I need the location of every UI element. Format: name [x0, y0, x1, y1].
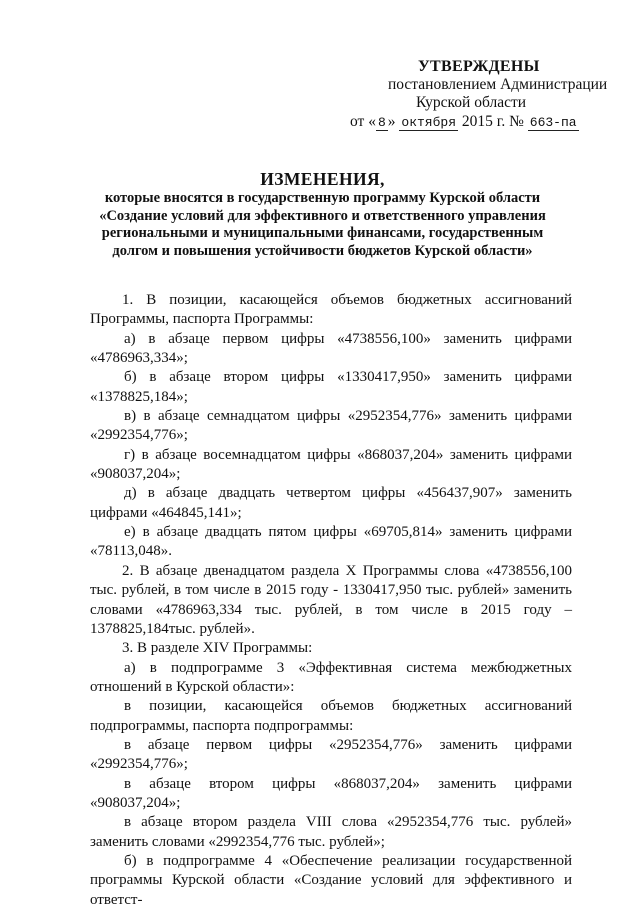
heading-line: которые вносятся в государственную программу Курской области [104, 190, 541, 206]
decree-number: 663-па [529, 115, 577, 130]
paragraph: в) в абзаце семнадцатом цифры «2952354,776» заменить цифрами «2992354,776»; [90, 408, 572, 444]
paragraph: в абзаце втором цифры «868037,204» заменить цифрами «908037,204»; [90, 775, 572, 811]
paragraph: г) в абзаце восемнадцатом цифры «868037,204» заменить цифрами «908037,204»; [90, 446, 572, 483]
heading-line: «Создание условий для эффективного и ответственного управления [99, 207, 546, 224]
paragraph: в позиции, касающейся объемов бюджетных ассигнований подпрограммы, паспорта подпрограммы: [90, 698, 572, 734]
paragraph: 3. В разделе XIV Программы: [122, 640, 313, 657]
approval-line-1: постановлением Администрации [388, 76, 608, 93]
approval-line-2: Курской области [416, 94, 527, 111]
paragraph: д) в абзаце двадцать четвертом цифры «456437,907» заменить цифрами «464845,141»; [90, 485, 572, 521]
date-day: 8 [377, 115, 386, 130]
paragraph: е) в абзаце двадцать пятом цифры «69705,814» заменить цифрами «78113,048». [90, 524, 572, 560]
document-body [90, 291, 572, 910]
date-month: октября [401, 115, 456, 130]
approval-title: УТВЕРЖДЕНЫ [418, 58, 540, 75]
date-year: 2015 г. № [461, 113, 524, 130]
paragraph: 2. В абзаце двенадцатом раздела X Программы слова «4738556,100 тыс. рублей, в том числе в 2015 году - 1330417,950 тыс. рублей» заменить словами «4786963,334 тыс. рублей, в том числе в 2015 году – 1378825,184тыс. рублей». [90, 562, 572, 637]
document-heading [60, 168, 585, 260]
paragraph: 1. В позиции, касающейся объемов бюджетных ассигнований Программы, паспорта Программы: [90, 292, 572, 328]
heading-line: региональными и муниципальными финансами, государственным [101, 225, 544, 242]
heading-line: долгом и повышения устойчивости бюджетов Курской области» [112, 242, 533, 259]
paragraph: в абзаце первом цифры «2952354,776» заменить цифрами «2992354,776»; [90, 736, 572, 773]
date-prefix: от « [350, 113, 376, 130]
approval-date-line [350, 113, 579, 133]
paragraph: в абзаце втором раздела VIII слова «2952354,776 тыс. рублей» заменить словами «2992354,776 тыс. рублей»; [90, 814, 572, 850]
paragraph: б) в абзаце втором цифры «1330417,950» заменить цифрами «1378825,184»; [90, 369, 572, 405]
paragraph: а) в абзаце первом цифры «4738556,100» заменить цифрами «4786963,334»; [90, 330, 572, 367]
date-mid: » [387, 113, 396, 130]
paragraph: а) в подпрограмме 3 «Эффективная система межбюджетных отношений в Курской области»: [90, 659, 572, 695]
heading-title: ИЗМЕНЕНИЯ, [260, 169, 385, 189]
paragraph: б) в подпрограмме 4 «Обеспечение реализации государственной программы Курской области «Создание условий для эффективного и ответст- [90, 852, 572, 908]
